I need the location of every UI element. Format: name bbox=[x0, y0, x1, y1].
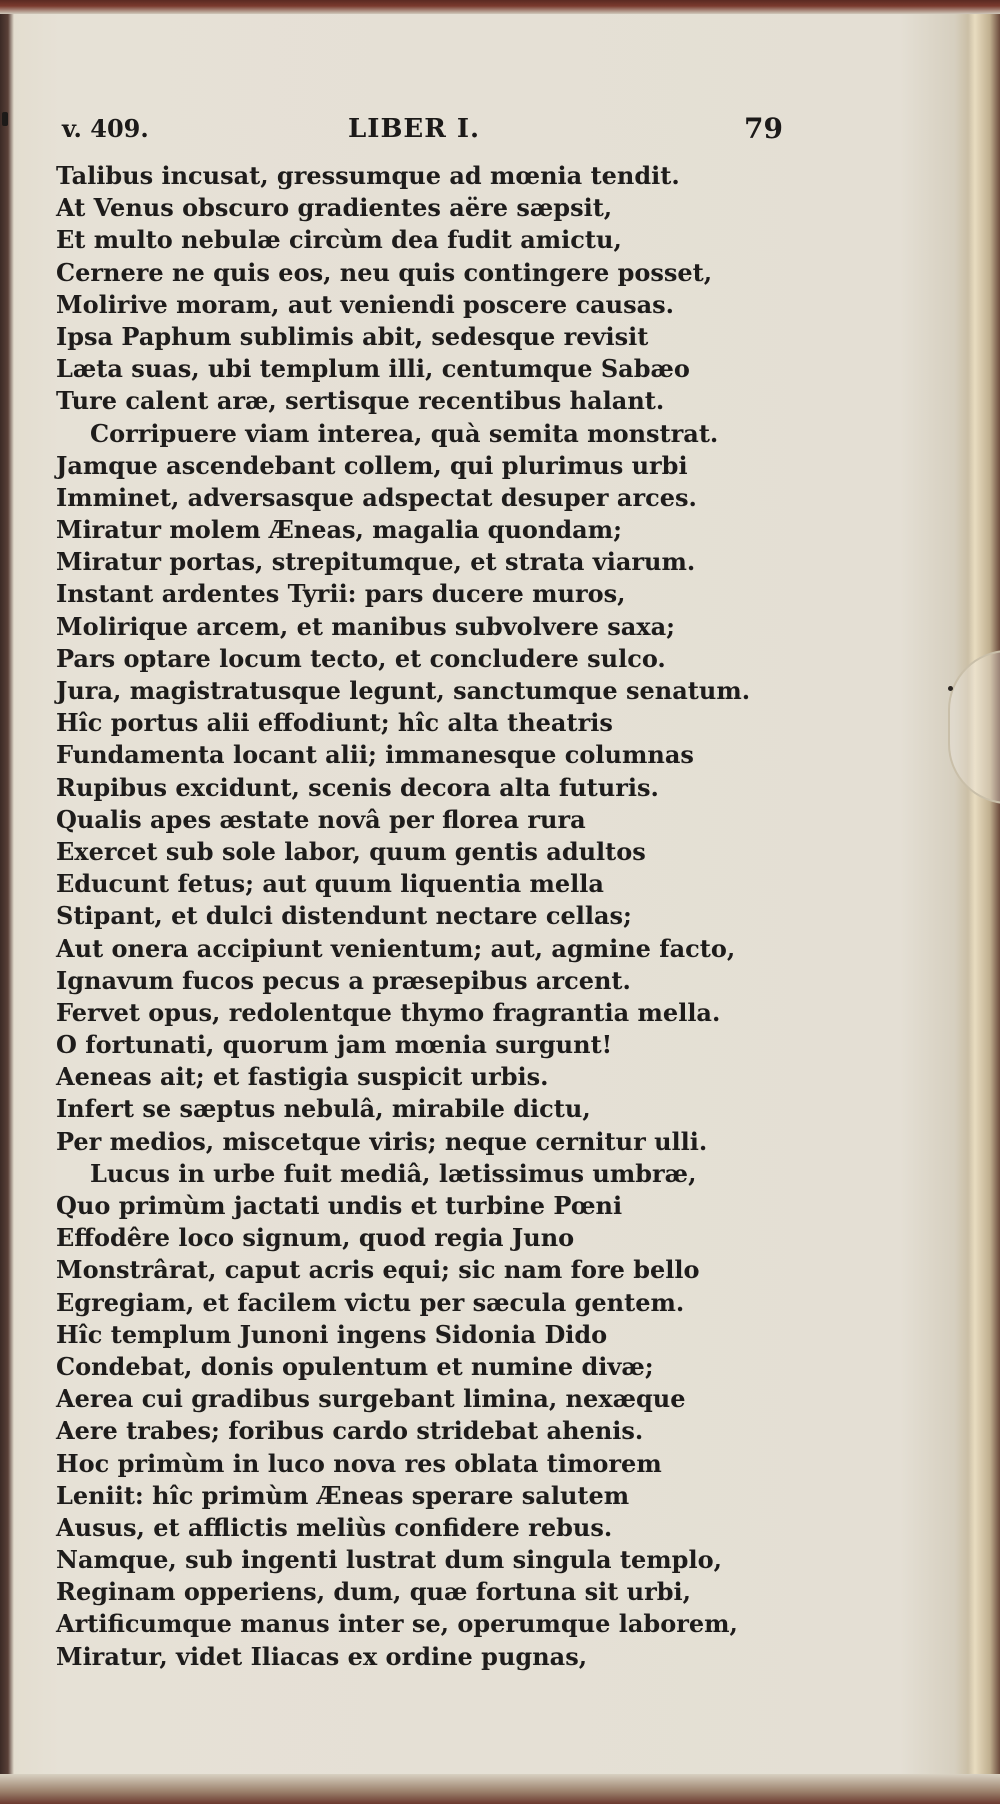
verse-line: Talibus incusat, gressumque ad mœnia tendit. bbox=[56, 161, 680, 190]
verse-line: Et multo nebulæ circùm dea fudit amictu, bbox=[56, 225, 622, 255]
verse-line: Fundamenta locant alii; immanesque columnas bbox=[56, 740, 694, 770]
verse-line: Corripuere viam interea, quà semita monstrat. bbox=[90, 418, 719, 448]
verse-line: Ignavum fucos pecus a præsepibus arcent. bbox=[56, 965, 631, 995]
verse-line: Aut onera accipiunt venientum; aut, agmine facto, bbox=[56, 933, 736, 963]
book-title: LIBER I. bbox=[348, 114, 481, 144]
verse-line: Fervet opus, redolentque thymo fragrantia mella. bbox=[56, 997, 721, 1027]
verse-line: Monstrârat, caput acris equi; sic nam fore bello bbox=[56, 1255, 700, 1285]
verse-line: Imminet, adversasque adspectat desuper arces. bbox=[56, 482, 697, 512]
verse-line: Miratur, videt Iliacas ex ordine pugnas, bbox=[56, 1641, 588, 1671]
verse-line: Pars optare locum tecto, et concludere sulco. bbox=[56, 643, 666, 673]
verse-line: Aeneas ait; et fastigia suspicit urbis. bbox=[56, 1062, 549, 1092]
verse-line: Instant ardentes Tyrii: pars ducere muros, bbox=[56, 579, 626, 609]
verse-line: Exercet sub sole labor, quum gentis adultos bbox=[56, 836, 646, 866]
verse-line: Qualis apes æstate novâ per florea rura bbox=[56, 804, 586, 834]
running-header bbox=[56, 110, 783, 150]
verse-line: Molirique arcem, et manibus subvolvere saxa; bbox=[56, 611, 676, 641]
verse-line: Rupibus excidunt, scenis decora alta futuris. bbox=[56, 772, 659, 802]
verse-line: Cernere ne quis eos, neu quis contingere posset, bbox=[56, 257, 713, 287]
gutter-mark bbox=[2, 112, 8, 126]
verse-line: O fortunati, quorum jam mœnia surgunt! bbox=[56, 1030, 613, 1060]
verse-line: Egregiam, et facilem victu per sæcula gentem. bbox=[56, 1287, 685, 1317]
verse-line: Effodêre loco signum, quod regia Juno bbox=[56, 1223, 575, 1253]
verse-line: Hîc templum Junoni ingens Sidonia Dido bbox=[56, 1319, 608, 1349]
verse-line: Infert se sæptus nebulâ, mirabile dictu, bbox=[56, 1094, 591, 1124]
verse-line: Molirive moram, aut veniendi poscere causas. bbox=[56, 289, 675, 319]
page-edge-fold bbox=[948, 650, 1000, 804]
verse-text-block bbox=[56, 160, 916, 1673]
verse-line: Reginam opperiens, dum, quæ fortuna sit urbi, bbox=[56, 1577, 692, 1607]
verse-line: Stipant, et dulci distendunt nectare cellas; bbox=[56, 901, 632, 931]
verse-line: Miratur portas, strepitumque, et strata viarum. bbox=[56, 547, 696, 577]
verse-line: Jura, magistratusque legunt, sanctumque senatum. bbox=[56, 676, 751, 705]
verse-line: Læta suas, ubi templum illi, centumque Sabæo bbox=[56, 354, 690, 384]
verse-line: At Venus obscuro gradientes aëre sæpsit, bbox=[56, 193, 613, 223]
verse-line: Per medios, miscetque viris; neque cernitur ulli. bbox=[56, 1126, 708, 1156]
verse-line: Educunt fetus; aut quum liquentia mella bbox=[56, 869, 604, 899]
verse-line: Hîc portus alii effodiunt; hîc alta theatris bbox=[56, 708, 613, 738]
verse-reference: v. 409. bbox=[62, 114, 149, 143]
verse-line: Ture calent aræ, sertisque recentibus halant. bbox=[56, 386, 665, 416]
margin-dot bbox=[948, 686, 953, 691]
page-number: 79 bbox=[744, 112, 783, 145]
verse-line: Aere trabes; foribus cardo stridebat ahenis. bbox=[56, 1416, 644, 1446]
verse-line: Aerea cui gradibus surgebant limina, nexæque bbox=[56, 1384, 686, 1414]
verse-line: Miratur molem Æneas, magalia quondam; bbox=[56, 515, 622, 545]
verse-line: Ipsa Paphum sublimis abit, sedesque revisit bbox=[56, 321, 649, 351]
verse-line: Quo primùm jactati undis et turbine Pœni bbox=[56, 1191, 623, 1220]
page-top-edge bbox=[0, 0, 1000, 14]
verse-line: Condebat, donis opulentum et numine divæ; bbox=[56, 1351, 654, 1381]
verse-line: Namque, sub ingenti lustrat dum singula templo, bbox=[56, 1545, 722, 1575]
verse-line: Hoc primùm in luco nova res oblata timorem bbox=[56, 1448, 662, 1478]
verse-line: Artificumque manus inter se, operumque laborem, bbox=[56, 1609, 738, 1639]
verse-line: Ausus, et afflictis meliùs confidere rebus. bbox=[56, 1512, 613, 1542]
verse-line: Leniit: hîc primùm Æneas sperare salutem bbox=[56, 1480, 630, 1510]
page-bottom-edge bbox=[0, 1774, 1000, 1804]
verse-line: Lucus in urbe fuit mediâ, lætissimus umbræ, bbox=[90, 1158, 697, 1188]
verse-line: Jamque ascendebant collem, qui plurimus urbi bbox=[56, 450, 688, 480]
